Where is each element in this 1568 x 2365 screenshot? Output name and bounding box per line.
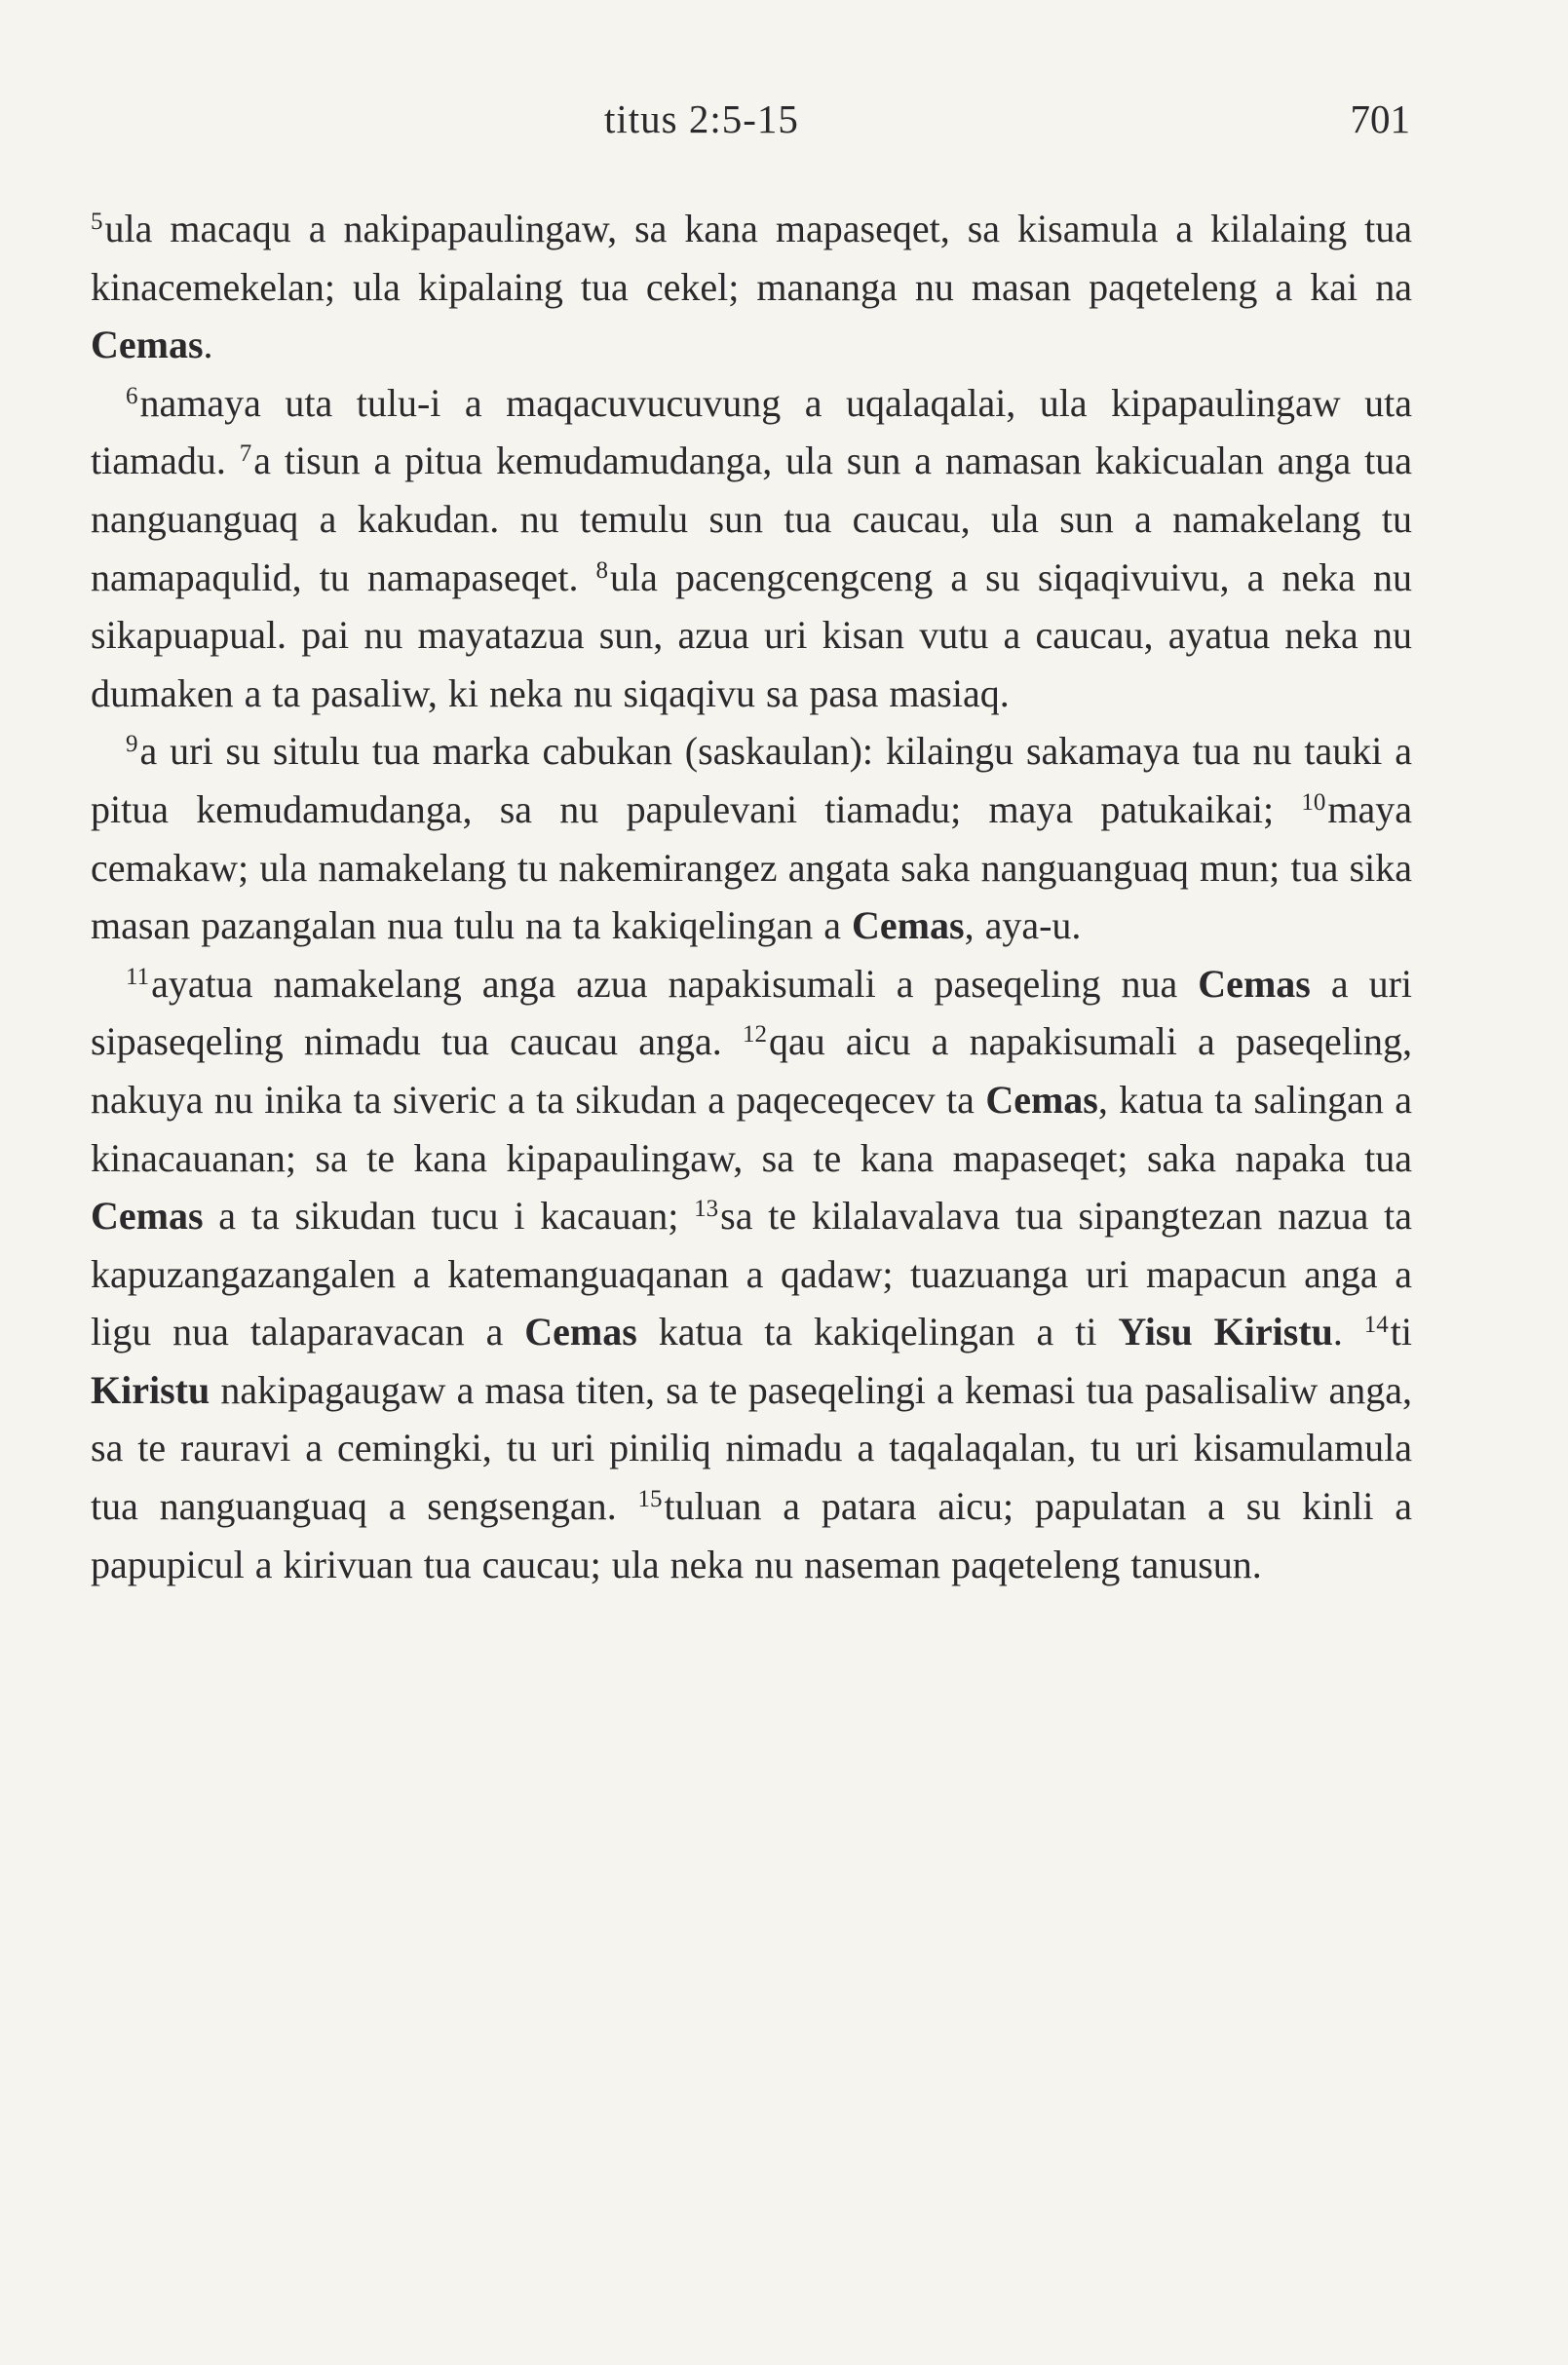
- verse-number: 8: [595, 556, 609, 584]
- verse: [1364, 1310, 1412, 1354]
- verse-text: ayatua namakelang anga azua napakisumali a paseqeling nua: [151, 961, 1199, 1006]
- text-run: nakipagaugaw a masa titen, sa te paseqelingi a kemasi tua pasalisaliw anga, sa te rauravi a cemingki, tu uri piniliq nimadu a taqalaqalan, tu uri kisamulamula tua nanguanguaq a sengsengan.: [91, 1367, 1412, 1529]
- emphasized-name: Cemas: [1198, 961, 1311, 1006]
- emphasized-name: Cemas: [852, 903, 965, 948]
- text-run: a ta sikudan tucu i kacauan;: [203, 1194, 695, 1239]
- paragraph: [91, 955, 1412, 1594]
- verse: [126, 962, 1198, 1006]
- text-run: , katua ta salingan a kinacauanan; sa te kana kipapaulingaw, sa te kana mapaseqet; saka napaka tua: [91, 1077, 1412, 1180]
- verse-number: 13: [694, 1196, 719, 1223]
- text-run: .: [1332, 1310, 1364, 1354]
- emphasized-name: Cemas: [524, 1310, 637, 1354]
- paragraph: [91, 200, 1412, 374]
- verse-text: sa te kilalavalava tua sipangtezan nazua ta kapuzangazangalen a katemanguaqanan a qadaw; tuazuanga uri mapacun anga a ligu nua talaparavacan a: [91, 1194, 1412, 1354]
- verse-text: ula macaqu a nakipapaulingaw, sa kana mapaseqet, sa kisamula a kilalaing tua kinacemekelan; ula kipalaing tua cekel; mananga nu masan paqeteleng a kai na: [91, 207, 1412, 309]
- verse: [91, 207, 1412, 309]
- verse-text: tuluan a patara aicu; papulatan a su kinli a papupicul a kirivuan tua caucau; ula neka nu naseman paqeteleng tanusun.: [91, 1484, 1412, 1586]
- text-run: .: [203, 323, 213, 367]
- verse-text: maya cemakaw; ula namakelang tu nakemirangez angata saka nanguanguaq mun; tua sika masan pazangalan nua tulu na ta kakiqelingan a: [91, 786, 1412, 948]
- running-title: titus 2:5-15: [604, 96, 799, 141]
- verse-number: 7: [239, 440, 252, 468]
- emphasized-name: Cemas: [91, 1194, 204, 1239]
- verse-text: ula pacengcengceng a su siqaqivuivu, a neka nu sikapuapual. pai nu mayatazua sun, azua uri kisan vutu a caucau, ayatua neka nu dumaken a ta pasaliw, ki neka nu siqaqivu sa pasa masiaq.: [91, 554, 1412, 715]
- verse-text: ti: [1390, 1310, 1413, 1354]
- text-run: , aya-u.: [964, 903, 1082, 948]
- verse-number: 11: [126, 963, 150, 990]
- emphasized-name: Kiristu: [91, 1367, 210, 1412]
- verse-number: 10: [1301, 788, 1326, 816]
- verse: [91, 729, 1412, 831]
- verse-number: 14: [1363, 1312, 1389, 1339]
- page-body: [91, 200, 1412, 1593]
- verse-number: 15: [637, 1486, 663, 1513]
- verse-number: 5: [91, 209, 103, 235]
- paragraph: [91, 722, 1412, 954]
- verse-text: a tisun a pitua kemudamudanga, ula sun a namasan kakicualan anga tua nanguanguaq a kakudan. nu temulu sun tua caucau, ula sun a namakelang tu namapaqulid, tu namapaseqet.: [91, 439, 1412, 599]
- verse-number: 12: [742, 1021, 767, 1049]
- emphasized-name: Yisu Kiristu: [1118, 1310, 1333, 1354]
- verse-number: 6: [126, 382, 138, 409]
- text-run: a uri sipaseqeling nimadu tua caucau anga.: [91, 961, 1413, 1064]
- running-head: [0, 95, 1568, 154]
- verse-text: a uri su situlu tua marka cabukan (saskaulan): kilaingu sakamaya tua nu tauki a pitua kemudamudanga, sa nu papulevani tiamadu; maya patukaikai;: [91, 729, 1412, 831]
- emphasized-name: Cemas: [91, 323, 204, 367]
- verse-number: 9: [126, 731, 138, 758]
- paragraph: [91, 374, 1412, 723]
- page-number: 701: [1350, 96, 1410, 141]
- verse-text: namaya uta tulu-i a maqacuvucuvung a uqalaqalai, ula kipapaulingaw uta tiamadu.: [91, 380, 1412, 483]
- verse-text: qau aicu a napakisumali a paseqeling, nakuya nu inika ta siveric a ta sikudan a paqeceqecev ta: [91, 1019, 1413, 1122]
- emphasized-name: Cemas: [985, 1077, 1098, 1122]
- text-run: katua ta kakiqelingan a ti: [636, 1310, 1119, 1354]
